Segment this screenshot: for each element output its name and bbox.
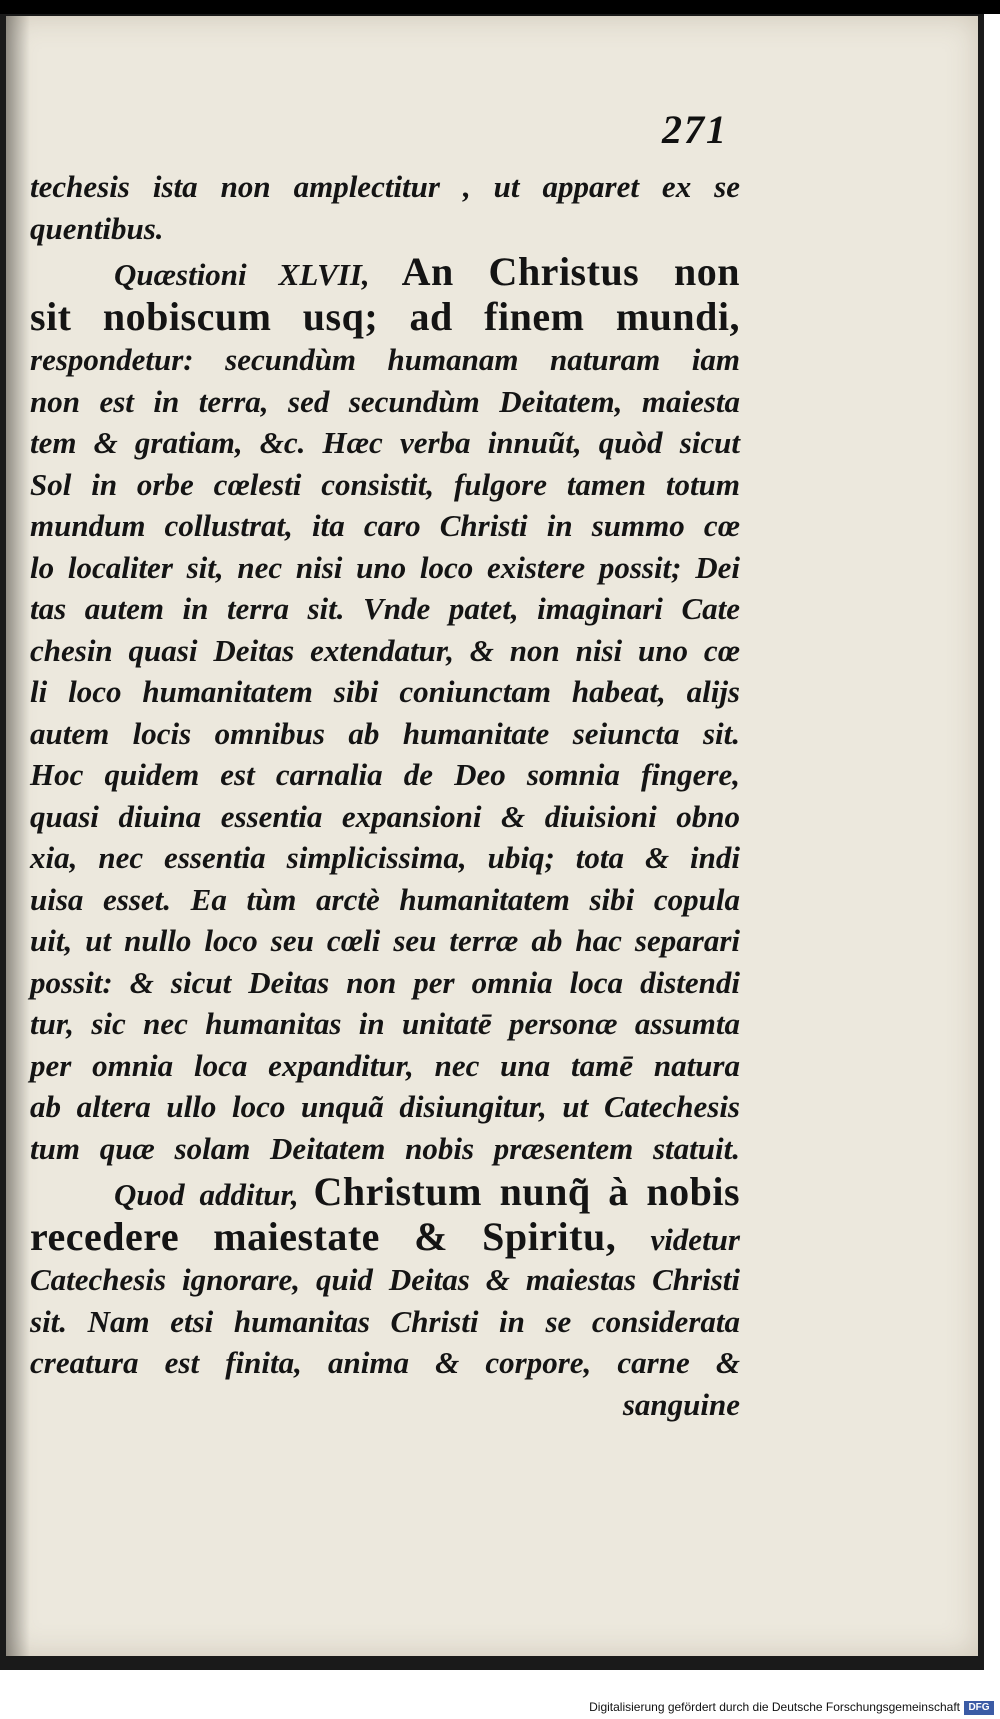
text-line xyxy=(30,1259,740,1301)
italic-text-segment: ab altera ullo loco unquã disiungitur, ut Catechesis xyxy=(30,1089,740,1124)
italic-text-segment: per omnia loca expanditur, nec una tamē natura xyxy=(30,1047,740,1083)
text-line xyxy=(30,249,740,294)
text-line xyxy=(30,166,740,208)
text-line xyxy=(30,796,740,838)
text-line xyxy=(30,1301,740,1343)
italic-text-segment: tas autem in terra sit. Vnde patet, imaginari Cate xyxy=(30,591,740,626)
text-line xyxy=(30,630,740,672)
text-line xyxy=(30,1045,740,1087)
text-line xyxy=(30,962,740,1004)
text-line xyxy=(30,1342,740,1384)
page-number: 271 xyxy=(662,107,728,152)
text-line xyxy=(30,464,740,506)
text-line xyxy=(30,671,740,713)
text-line xyxy=(30,505,740,547)
text-line xyxy=(30,422,740,464)
roman-text-segment: An Christus non xyxy=(401,249,740,294)
text-line xyxy=(30,588,740,630)
italic-text-segment: creatura est finita, anima & corpore, carne & xyxy=(30,1345,740,1380)
roman-text-segment: Christum nunq̃ à nobis xyxy=(313,1169,741,1214)
italic-text-segment: non est in terra, sed secundùm Deitatem, maiesta xyxy=(30,383,740,419)
text-line xyxy=(30,1128,740,1170)
text-line xyxy=(30,1169,740,1214)
roman-text-segment: sit nobiscum usq; ad finem mundi, xyxy=(30,294,740,339)
italic-text-segment: techesis ista non amplectitur , ut apparet ex se xyxy=(30,169,740,204)
roman-text-segment: recedere maiestate & Spiritu, xyxy=(30,1214,651,1259)
text-line xyxy=(30,920,740,962)
italic-text-segment: quentibus. xyxy=(30,210,164,246)
book-page xyxy=(6,16,978,1656)
italic-text-segment: Sol in orbe cœlesti consistit, fulgore tamen totum xyxy=(30,466,740,502)
italic-text-segment: tem & gratiam, &c. Hæc verba innuũt, quòd sicut xyxy=(30,425,740,460)
italic-text-segment: sanguine xyxy=(622,1386,740,1422)
text-line xyxy=(30,339,740,381)
italic-text-segment: autem locis omnibus ab humanitate seiuncta sit. xyxy=(30,715,740,751)
page-gutter-shadow xyxy=(6,16,30,1656)
text-line xyxy=(30,294,740,339)
text-line xyxy=(30,1214,740,1259)
top-border xyxy=(0,0,1000,14)
footer-credit: Digitalisierung gefördert durch die Deutsche Forschungsgemeinschaft xyxy=(589,1700,960,1714)
italic-text-segment: chesin quasi Deitas extendatur, & non nisi uno cœ xyxy=(30,632,740,668)
italic-text-segment: xia, nec essentia simplicissima, ubiq; tota & indi xyxy=(30,840,740,875)
italic-text-segment: Quæstioni XLVII, xyxy=(114,257,402,292)
italic-text-segment: Hoc quidem est carnalia de Deo somnia fingere, xyxy=(30,757,740,792)
italic-text-segment: tum quæ solam Deitatem nobis præsentem statuit. xyxy=(30,1130,740,1166)
text-line xyxy=(30,1086,740,1128)
text-line xyxy=(30,381,740,423)
italic-text-segment: quasi diuina essentia expansioni & diuisioni obno xyxy=(30,798,740,834)
text-line xyxy=(30,1003,740,1045)
italic-text-segment: uisa esset. Ea tùm arctè humanitatem sibi copula xyxy=(30,881,740,917)
italic-text-segment: Catechesis ignorare, quid Deitas & maiestas Christi xyxy=(30,1262,740,1297)
text-line xyxy=(30,879,740,921)
italic-text-segment: videtur xyxy=(650,1222,740,1257)
italic-text-segment: possit: & sicut Deitas non per omnia loca distendi xyxy=(30,964,740,1000)
italic-text-segment: mundum collustrat, ita caro Christi in summo cœ xyxy=(30,508,740,543)
italic-text-segment: uit, ut nullo loco seu cœli seu terræ ab hac separari xyxy=(30,923,740,958)
text-line xyxy=(30,208,740,250)
italic-text-segment: lo localiter sit, nec nisi uno loco existere possit; Dei xyxy=(30,549,740,585)
text-line xyxy=(30,547,740,589)
text-line xyxy=(30,1384,740,1426)
italic-text-segment: Quod additur, xyxy=(114,1177,314,1212)
italic-text-segment: sit. Nam etsi humanitas Christi in se considerata xyxy=(30,1303,740,1339)
page-text-block xyxy=(30,166,740,1425)
text-line xyxy=(30,713,740,755)
italic-text-segment: li loco humanitatem sibi coniunctam habeat, alijs xyxy=(30,674,740,709)
dfg-logo: DFG xyxy=(964,1701,994,1715)
italic-text-segment: respondetur: secundùm humanam naturam iam xyxy=(30,342,740,377)
italic-text-segment: tur, sic nec humanitas in unitatē personæ assumta xyxy=(30,1006,740,1041)
text-line xyxy=(30,754,740,796)
text-line xyxy=(30,837,740,879)
